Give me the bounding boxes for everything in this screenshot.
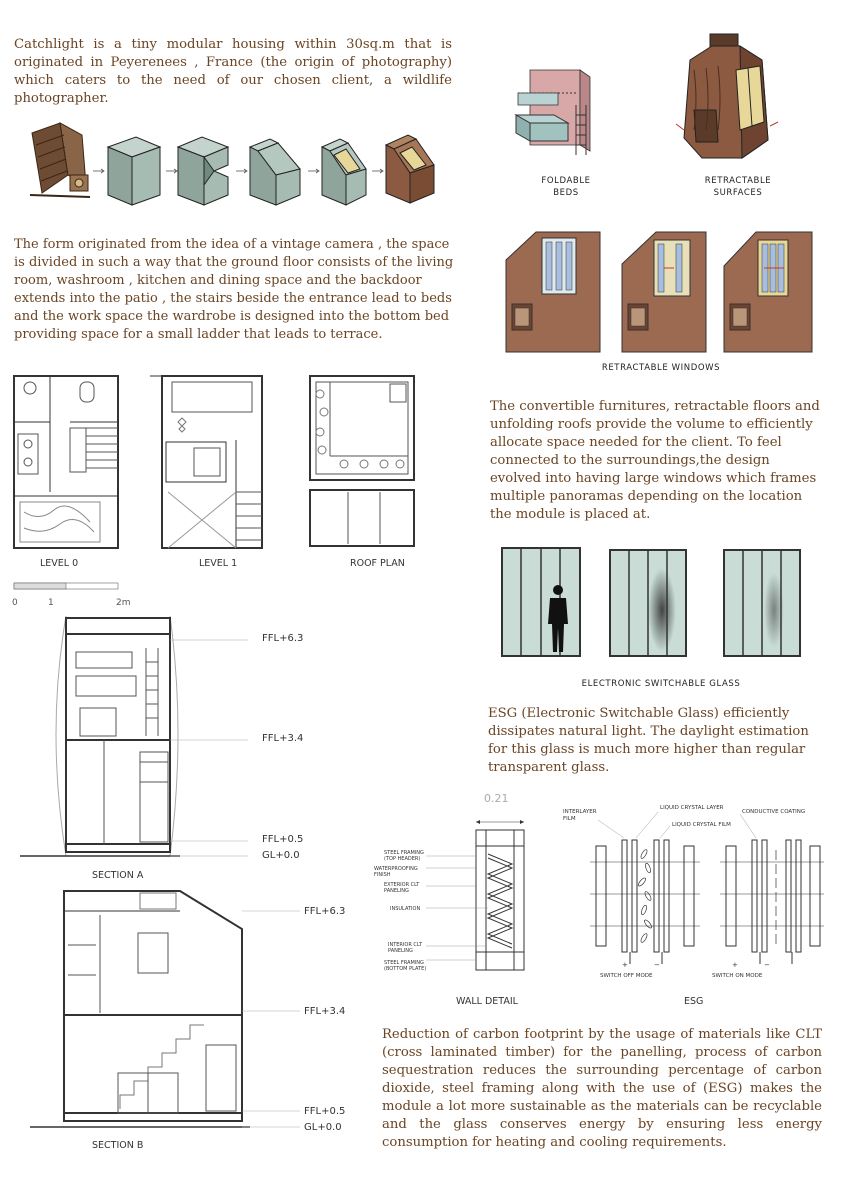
wall-label-bottom-plate: STEEL FRAMING (BOTTOM PLATE) bbox=[384, 960, 427, 972]
foldable-beds-diagram bbox=[510, 65, 610, 165]
wall-label-top-header-l1: STEEL FRAMING bbox=[384, 850, 424, 856]
esg-switch-on-label: SWITCH ON MODE bbox=[712, 973, 763, 979]
convertible-paragraph: The convertible furnitures, retractable floors and unfolding roofs provide the volume to efficiently allocate space needed for the client. To feel connected to the surroundings,the design evolved into having large windows which frames multiple panoramas depending on the location the module is placed at. bbox=[490, 399, 820, 522]
form-evolution-diagram bbox=[20, 115, 440, 215]
wall-label-exterior-clt: EXTERIOR CLT PANELING bbox=[384, 882, 420, 894]
scale-bar bbox=[12, 582, 122, 596]
esg-on-plus: + bbox=[732, 961, 738, 969]
glass-paragraph: ESG (Electronic Switchable Glass) efficiently dissipates natural light. The daylight estimation for this glass is much more higher than regular transparent glass. bbox=[488, 706, 809, 775]
section-b-ffl-0-5: FFL+0.5 bbox=[304, 1106, 346, 1117]
level1-plan bbox=[148, 372, 266, 552]
retractable-surfaces-diagram bbox=[672, 30, 782, 160]
section-b-ffl-3-4: FFL+3.4 bbox=[304, 1006, 346, 1017]
wall-detail-drawing bbox=[374, 806, 554, 976]
wall-dim-label: 0.21 bbox=[484, 792, 509, 805]
wall-label-top-header: STEEL FRAMING (TOP HEADER) bbox=[384, 850, 424, 862]
vintage-camera-icon bbox=[30, 123, 90, 197]
esg-label-lc-film: LIQUID CRYSTAL FILM bbox=[672, 822, 731, 828]
level0-label: LEVEL 0 bbox=[40, 558, 79, 569]
esg-on-minus: − bbox=[764, 961, 770, 969]
esg-label-interlayer: INTERLAYER FILM bbox=[563, 809, 597, 822]
section-a-gl: GL+0.0 bbox=[262, 850, 300, 861]
section-a-ffl-0-5: FFL+0.5 bbox=[262, 834, 304, 845]
wall-detail-caption: WALL DETAIL bbox=[456, 996, 518, 1007]
section-b-caption: SECTION B bbox=[92, 1140, 144, 1151]
wall-label-interior-clt: INTERIOR CLT PANELING bbox=[388, 942, 423, 954]
section-b-gl: GL+0.0 bbox=[304, 1122, 342, 1133]
wall-label-insulation: INSULATION bbox=[390, 906, 421, 912]
section-a-ffl-6-3: FFL+6.3 bbox=[262, 633, 304, 644]
retractable-surfaces-caption: RETRACTABLE SURFACES bbox=[704, 176, 772, 198]
esg-off-minus: − bbox=[654, 961, 660, 969]
wall-label-waterproofing: WATERPROOFING FINISH bbox=[374, 866, 418, 878]
esg-switch-off-label: SWITCH OFF MODE bbox=[600, 973, 653, 979]
roof-plan-label: ROOF PLAN bbox=[350, 558, 405, 569]
retractable-windows-diagram bbox=[506, 232, 826, 352]
scale-1: 1 bbox=[48, 598, 54, 608]
form-paragraph: The form originated from the idea of a vintage camera , the space is divided in such a way that the ground floor consists of the living room, washroom , kitchen and dining space and the backdoor extends into the patio , the stairs beside the entrance lead to beds and the work space the wardrobe is designed into the bottom bed providing space for a small ladder that leads to terrace. bbox=[14, 237, 454, 342]
section-b-ffl-6-3: FFL+6.3 bbox=[304, 906, 346, 917]
section-a-drawing bbox=[20, 612, 360, 857]
esg-off-plus: + bbox=[622, 961, 628, 969]
level0-plan bbox=[10, 372, 122, 552]
scale-0: 0 bbox=[12, 598, 18, 608]
form-step-cut bbox=[178, 137, 228, 205]
glass-caption: ELECTRONIC SWITCHABLE GLASS bbox=[581, 679, 741, 689]
form-step-final bbox=[386, 135, 434, 203]
section-a-caption: SECTION A bbox=[92, 870, 144, 881]
form-step-box bbox=[108, 137, 160, 205]
switchable-glass-panels bbox=[502, 548, 822, 658]
foldable-beds-caption: FOLDABLE BEDS bbox=[541, 176, 591, 198]
form-step-slant bbox=[250, 139, 300, 205]
esg-detail-drawing bbox=[560, 802, 820, 982]
intro-paragraph: Catchlight is a tiny modular housing within 30sq.m that is originated in Peyerenees , France (the origin of photography) which caters to the need of our chosen client, a wildlife photographer. bbox=[14, 37, 452, 106]
retractable-windows-caption: RETRACTABLE WINDOWS bbox=[601, 363, 721, 373]
sustainability-paragraph: Reduction of carbon footprint by the usage of materials like CLT (cross laminated timber) for the panelling, process of carbon sequestration reduces the surrounding percentage of carbon dioxide, steel framing along with the use of (ESG) makes the module a lot more sustainable as the materials can be recyclable and the glass conserves energy by ensuring less energy consumption for heating and cooling requirements. bbox=[382, 1027, 822, 1150]
roof-plan bbox=[300, 372, 424, 552]
scale-2m: 2m bbox=[116, 598, 131, 608]
esg-label-coating: CONDUCTIVE COATING bbox=[742, 809, 806, 815]
level1-label: LEVEL 1 bbox=[199, 558, 238, 569]
section-a-ffl-3-4: FFL+3.4 bbox=[262, 733, 304, 744]
form-step-windows bbox=[322, 139, 366, 205]
esg-caption: ESG bbox=[684, 996, 704, 1007]
esg-label-lc-layer: LIQUID CRYSTAL LAYER bbox=[660, 805, 724, 811]
